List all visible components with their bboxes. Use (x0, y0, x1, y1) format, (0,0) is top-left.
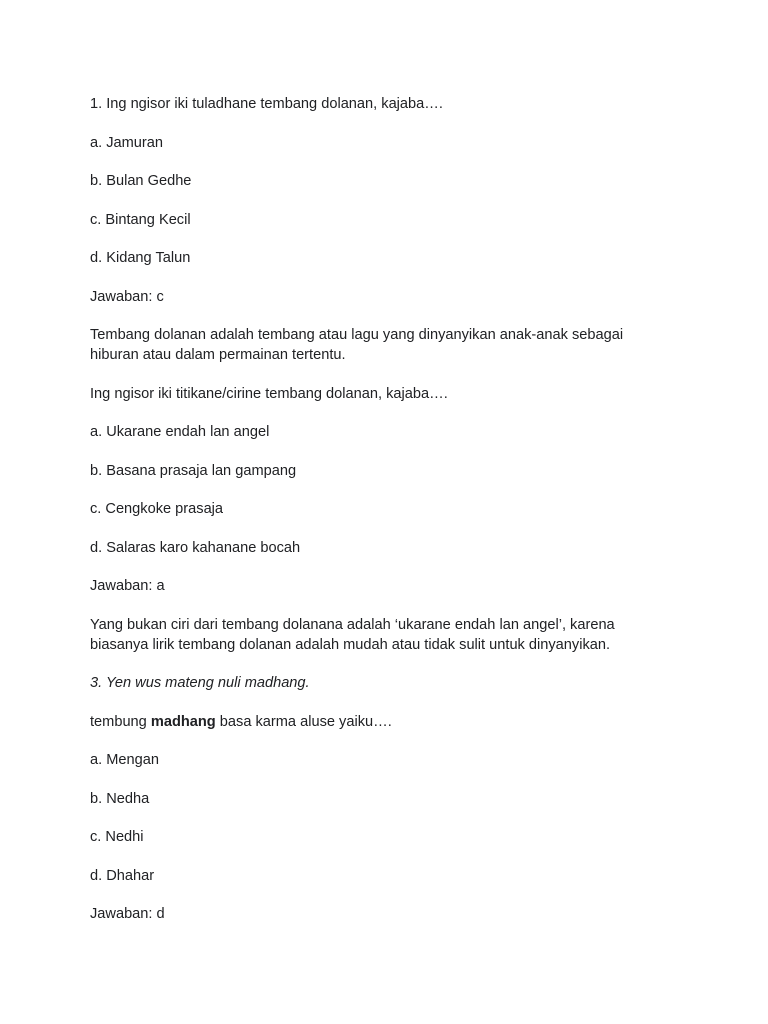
option-3a: a. Mengan (90, 752, 159, 768)
explanation-1-line-1: Tembang dolanan adalah tembang atau lagu yang dinyanyikan anak-anak sebagai (90, 327, 624, 343)
explanation-1-line-2: hiburan atau dalam permainan tertentu. (90, 347, 346, 363)
question-3-sentence: 3. Yen wus mateng nuli madhang. (90, 675, 310, 691)
option-2a: a. Ukarane endah lan angel (90, 424, 270, 440)
question-3-prefix: tembung (90, 713, 151, 730)
option-3d: d. Dhahar (90, 867, 155, 884)
answer-2: Jawaban: a (90, 578, 165, 594)
option-1c: c. Bintang Kecil (90, 211, 191, 228)
question-2: Ing ngisor iki titikane/cirine tembang dolanan, kajaba…. (90, 385, 448, 402)
option-1b: b. Bulan Gedhe (90, 173, 192, 189)
explanation-2-line-1: Yang bukan ciri dari tembang dolanana adalah ‘ukarane endah lan angel’, karena (90, 616, 615, 633)
question-3-bold-word: madhang (150, 713, 216, 730)
option-2d: d. Salaras karo kahanane bocah (90, 539, 301, 556)
answer-3: Jawaban: d (90, 906, 165, 922)
question-1: 1. Ing ngisor iki tuladhane tembang dolanan, kajaba…. (90, 96, 443, 112)
explanation-2 (90, 615, 670, 655)
option-3c: c. Nedhi (90, 829, 144, 845)
explanation-1 (90, 325, 670, 365)
option-1a: a. Jamuran (90, 134, 164, 151)
question-3-suffix: basa karma aluse yaiku…. (215, 713, 392, 730)
explanation-2-line-2: biasanya lirik tembang dolanan adalah mudah atau tidak sulit untuk dinyanyikan. (90, 636, 611, 653)
answer-1: Jawaban: c (90, 288, 164, 305)
option-3b: b. Nedha (90, 790, 150, 807)
question-3 (90, 712, 670, 732)
document-body (90, 94, 670, 924)
option-1d: d. Kidang Talun (90, 250, 191, 266)
option-2b: b. Basana prasaja lan gampang (90, 462, 297, 479)
option-2c: c. Cengkoke prasaja (90, 501, 224, 517)
